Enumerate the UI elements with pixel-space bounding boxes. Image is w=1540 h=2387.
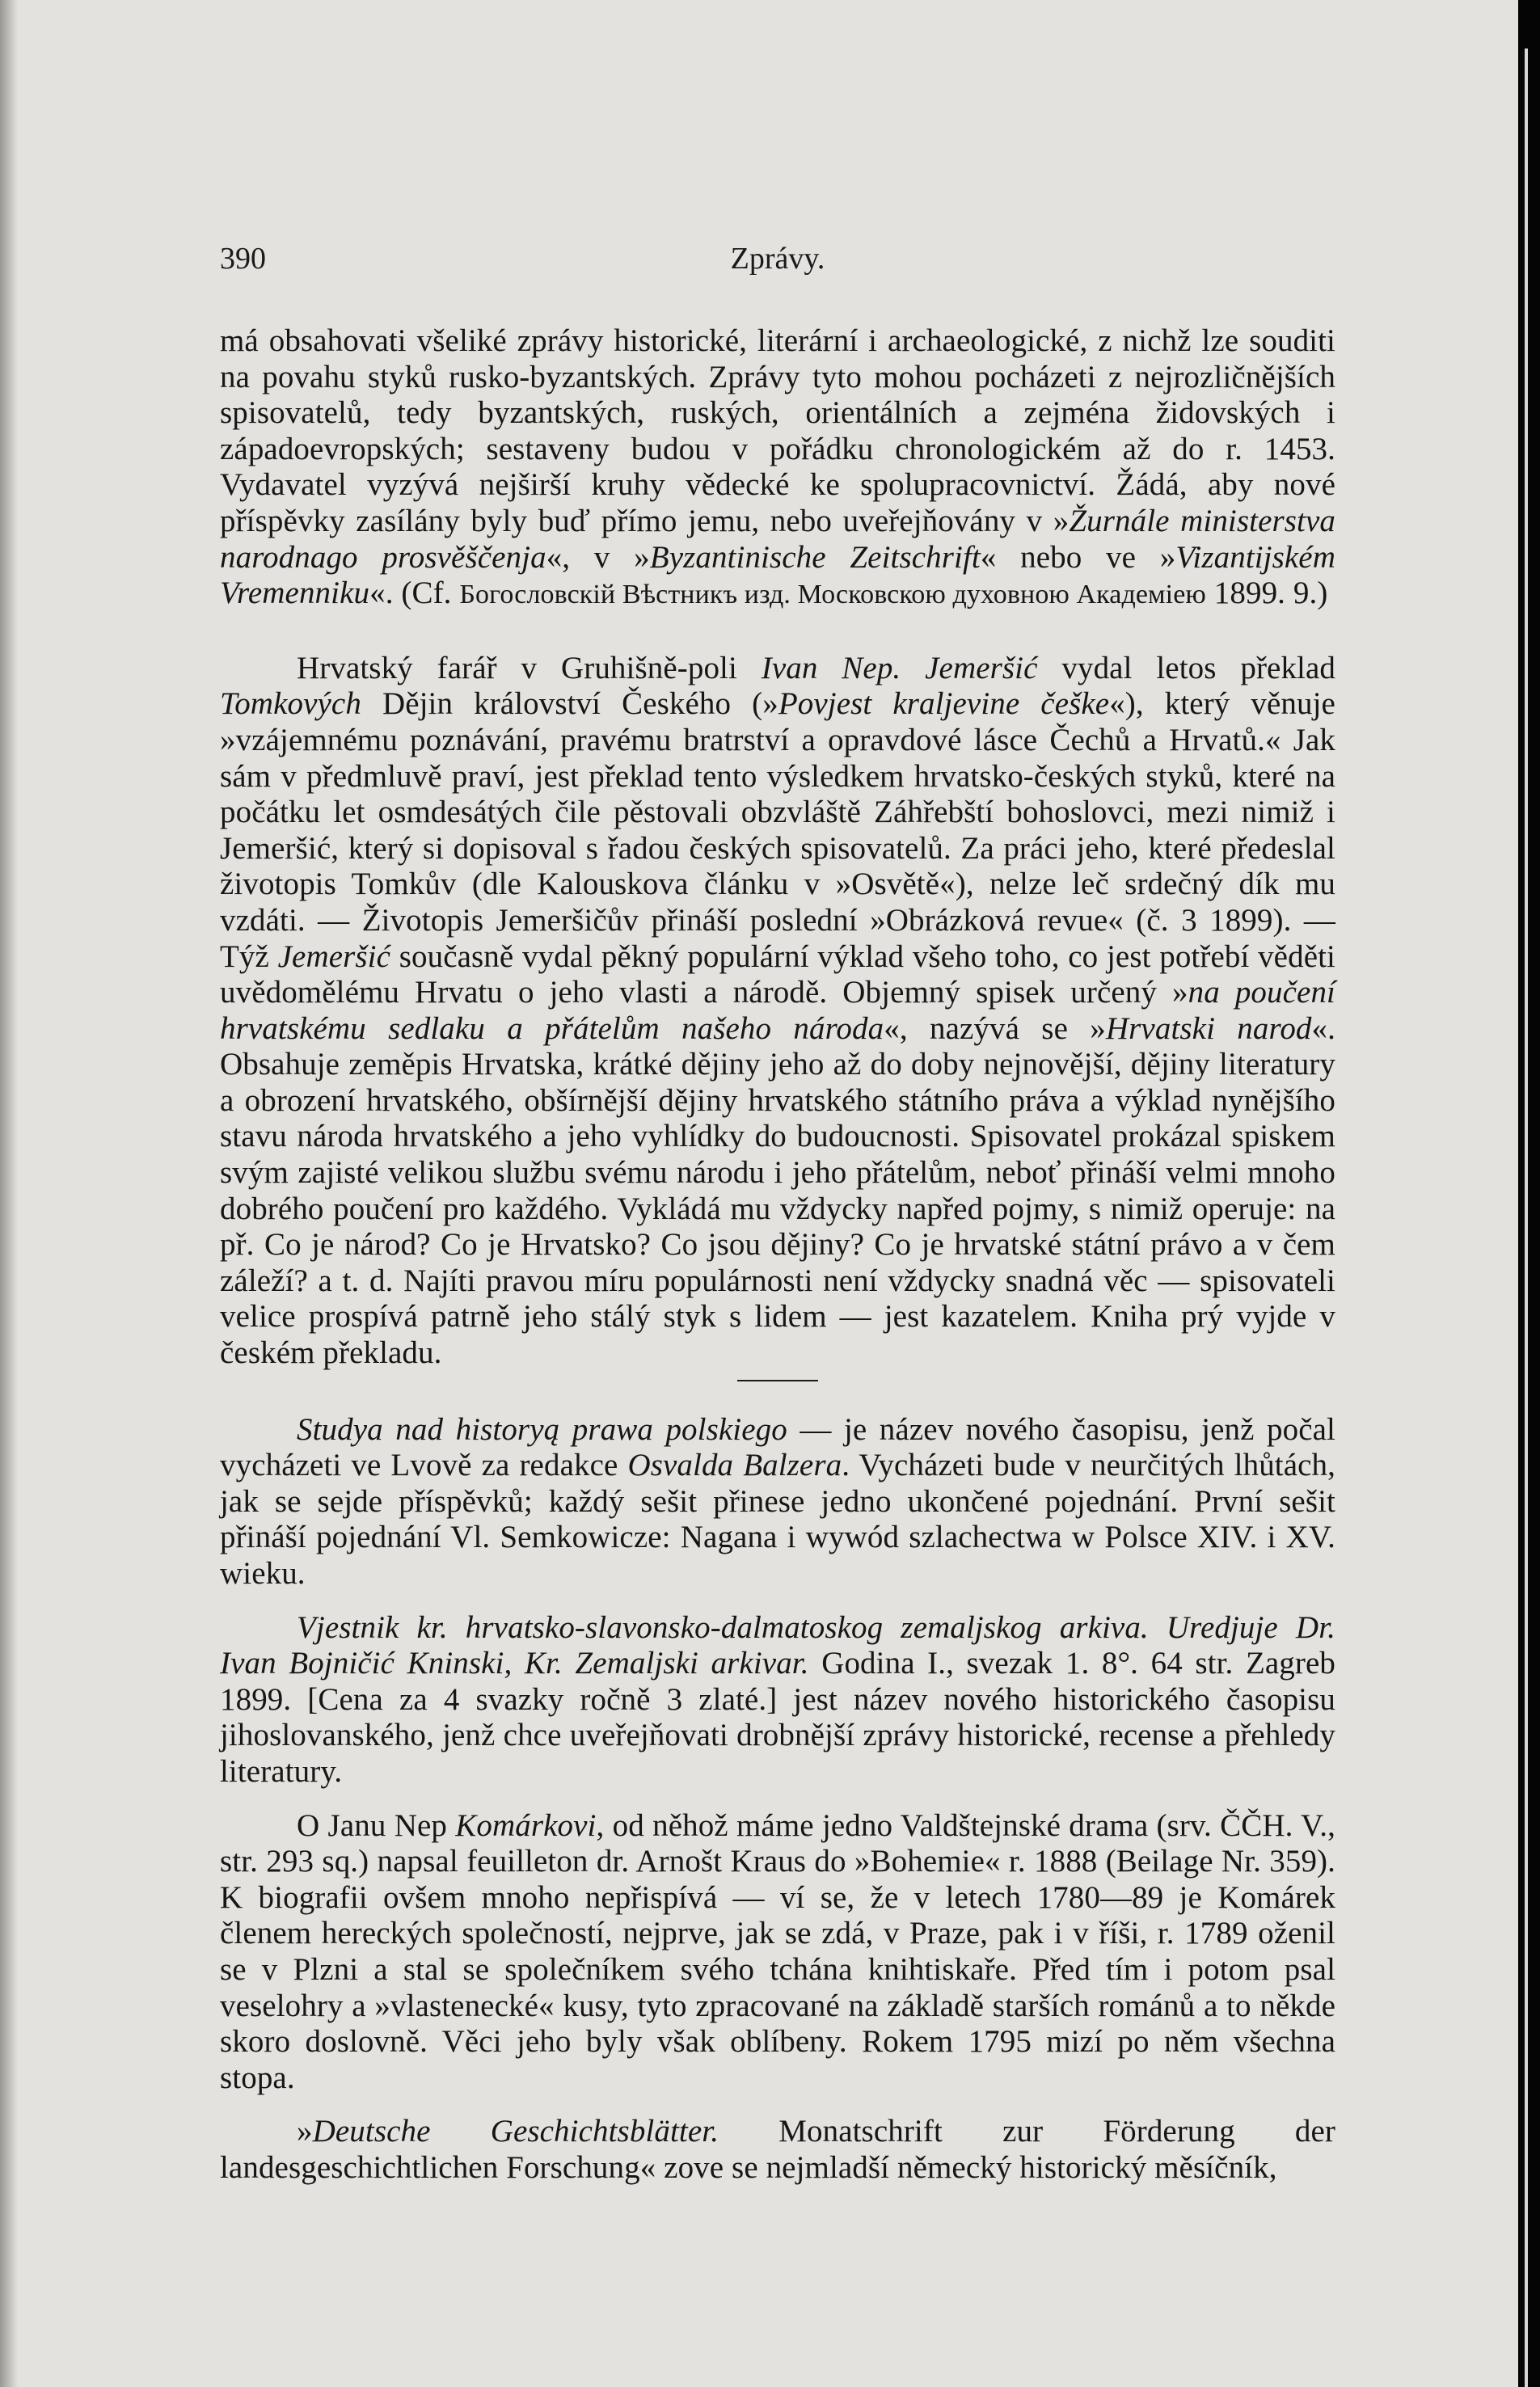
paragraph-6: [220, 2114, 1335, 2186]
text-run: «, v »: [546, 539, 650, 575]
italic-title: Byzantinische Zeitschrift: [649, 539, 981, 575]
text-run: »: [297, 2114, 313, 2149]
text-run: — je název nového časopisu, jenž počal vycházeti ve Lvově za redakce: [220, 1411, 1335, 1483]
text-run: «. (Cf.: [369, 576, 460, 611]
text-run: «. Obsahuje zeměpis Hrvatska, krátké dějiny jeho až do doby nejnovější, dějiny literatury a obrození hrvatského, obšírnější dějiny hrvatského státního práva a výklad nynějšího stavu národa hrvatského a jeho vyhlídky do budoucnosti. Spisovatel prokázal spiskem svým zajisté velikou službu svému národu i jeho přátelům, neboť přináší velmi mnoho dobrého poučení pro každého. Vykládá mu vždycky napřed pojmy, s nimiž operuje: na př. Co je národ? Co je Hrvatsko? Co jsou dějiny? Co je hrvatské státní právo a v čem záleží? a t. d. Najíti pravou míru populárnosti není vždycky snadná věc — spisovateli velice prospívá patrně jeho stálý styk s lidem — jest kazatelem. Kniha prý vyjde v českém překladu.: [220, 1010, 1335, 1371]
scan-right-line: [1525, 48, 1528, 2387]
text-run: současně vydal pěkný populární výklad všeho toho, co jest potřebí věděti uvědomělému Hrvatu o jeho vlasti a národě. Objemný spisek určený »: [220, 938, 1335, 1010]
text-run: . Vycházeti bude v neurčitých lhůtách, jak se sejde příspěvků; každý sešit přinese jedno ukončené pojednání. První sešit přináší pojednání Vl. Semkowicze: Nagana i wywód szlachectwa w Polsce XIV. i XV. wieku.: [220, 1448, 1336, 1591]
italic-title: Vjestnik kr. hrvatsko-slavonsko-dalmatoskog zemaljskog arkiva. Uredjuje Dr. Ivan Bojničić Kninski, Kr. Zemaljski arkivar.: [220, 1609, 1335, 1681]
text-run: , od něhož máme jedno Valdštejnské drama (srv. ČČH. V., str. 293 sq.) napsal feuilleton dr. Arnošt Kraus do »Bohemie« r. 1888 (Beilage Nr. 359). K biografii ovšem mnoho nepřispívá — ví se, že v letech 1780—89 je Komárek členem hereckých společností, nejprve, jak se zdá, v Praze, pak i v říši, r. 1789 oženil se v Plzni a stal se společníkem svého tchána knihtiskaře. Před tím i potom psal veselohry a »vlastenecké« kusy, tyto zpracované na základě starších románů a to někde skoro doslovně. Věci jeho byly však oblíbeny. Rokem 1795 mizí po něm všechna stopa.: [220, 1807, 1335, 2095]
text-run: 1899. 9.): [1205, 576, 1328, 611]
paragraph-1: [220, 323, 1335, 614]
paragraph-2: [220, 651, 1335, 1372]
italic-title: Vizantijském Vremenniku: [220, 539, 1335, 611]
italic-name: Osvalda Balzera: [627, 1448, 842, 1483]
italic-title: na poučení hrvatskému sedlaku a přátelům našeho národa: [220, 975, 1335, 1046]
text-run: Godina I., svezak 1. 8°. 64 str. Zagreb 1899. [Cena za 4 svazky ročně 3 zlaté.] jest název nového historického časopisu jihoslovanského, jenž chce uveřejňovati drobnější zprávy historické, recense a přehledy literatury.: [220, 1646, 1336, 1789]
italic-title: Povjest kraljevine češke: [778, 686, 1110, 722]
text-run: «), který věnuje »vzájemnému poznávání, pravému bratrství a opravdové lásce Čechů a Hrvatů.« Jak sám v předmluvě praví, jest překlad tento výsledkem hrvatsko-českých styků, které na počátku let osmdesátých čile pěstovali obzvláště Záhřebští bohoslovci, mezi nimiž i Jemeršić, který si dopisoval s řadou českých spisovatelů. Za práci jeho, které předeslal životopis Tomkův (dle Kalouskova článku v »Osvětě«), nelze leč srdečný dík mu vzdáti. — Životopis Jemeršičův přináší poslední »Obrázková revue« (č. 3 1899). — Týž: [220, 686, 1335, 974]
text-run: vydal letos překlad: [1037, 650, 1336, 685]
italic-name: Tomkových: [220, 686, 361, 722]
paragraph-5: [220, 1808, 1335, 2097]
italic-title: Žurnále ministerstva narodnago prosvěščenja: [220, 503, 1335, 575]
text-run: « nebo ve »: [980, 539, 1176, 575]
italic-title: Deutsche Geschichtsblätter.: [312, 2114, 719, 2149]
running-head: Zprávy.: [730, 242, 825, 276]
text-run: má obsahovati všeliké zprávy historické, literární i archaeologické, z nichž lze souditi na povahu styků rusko-byzantských. Zprávy tyto mohou pocházeti z nejrozličnějších spisovatelů, tedy byzantských, ruských, orientálních a zejména židovských i západoevropských; sestaveny budou v pořádku chronologickém až do r. 1453. Vydavatel vyzývá nejširší kruhy vědecké ke spolupracovnictví. Žádá, aby nové příspěvky zasílány byly buď přímo jemu, nebo uveřejňovány v »: [220, 323, 1335, 538]
italic-name: Ivan Nep. Jemeršić: [761, 650, 1038, 685]
paragraph-3: [220, 1412, 1335, 1592]
page-number: 390: [220, 242, 266, 276]
scan-left-edge: [0, 0, 18, 2387]
italic-title: Studya nad historyą prawa polskiego: [297, 1411, 787, 1447]
italic-name: Komárkovi: [455, 1807, 597, 1843]
text-run: O Janu Nep: [297, 1807, 456, 1843]
cyrillic-citation: Богословскій Вѣстникъ изд. Московскою духовною Академіею: [459, 580, 1206, 610]
italic-name: Jemeršić: [277, 938, 391, 974]
page-header: [220, 241, 1335, 281]
paragraph-4: [220, 1610, 1335, 1790]
text-run: Dějin království Českého (»: [361, 686, 778, 722]
text-run: Hrvatský farář v Gruhišně-poli: [297, 650, 762, 685]
italic-title: Hrvatski narod: [1105, 1010, 1312, 1046]
scan-right-edge: [1518, 0, 1540, 2387]
text-run: «, nazývá se »: [884, 1010, 1106, 1046]
article-text: [220, 323, 1335, 2187]
section-separator: [737, 1380, 818, 1381]
text-run: Monatschrift zur Förderung der landesgeschichtlichen Forschung« zove se nejmladší německý historický měsíčník,: [220, 2114, 1335, 2185]
